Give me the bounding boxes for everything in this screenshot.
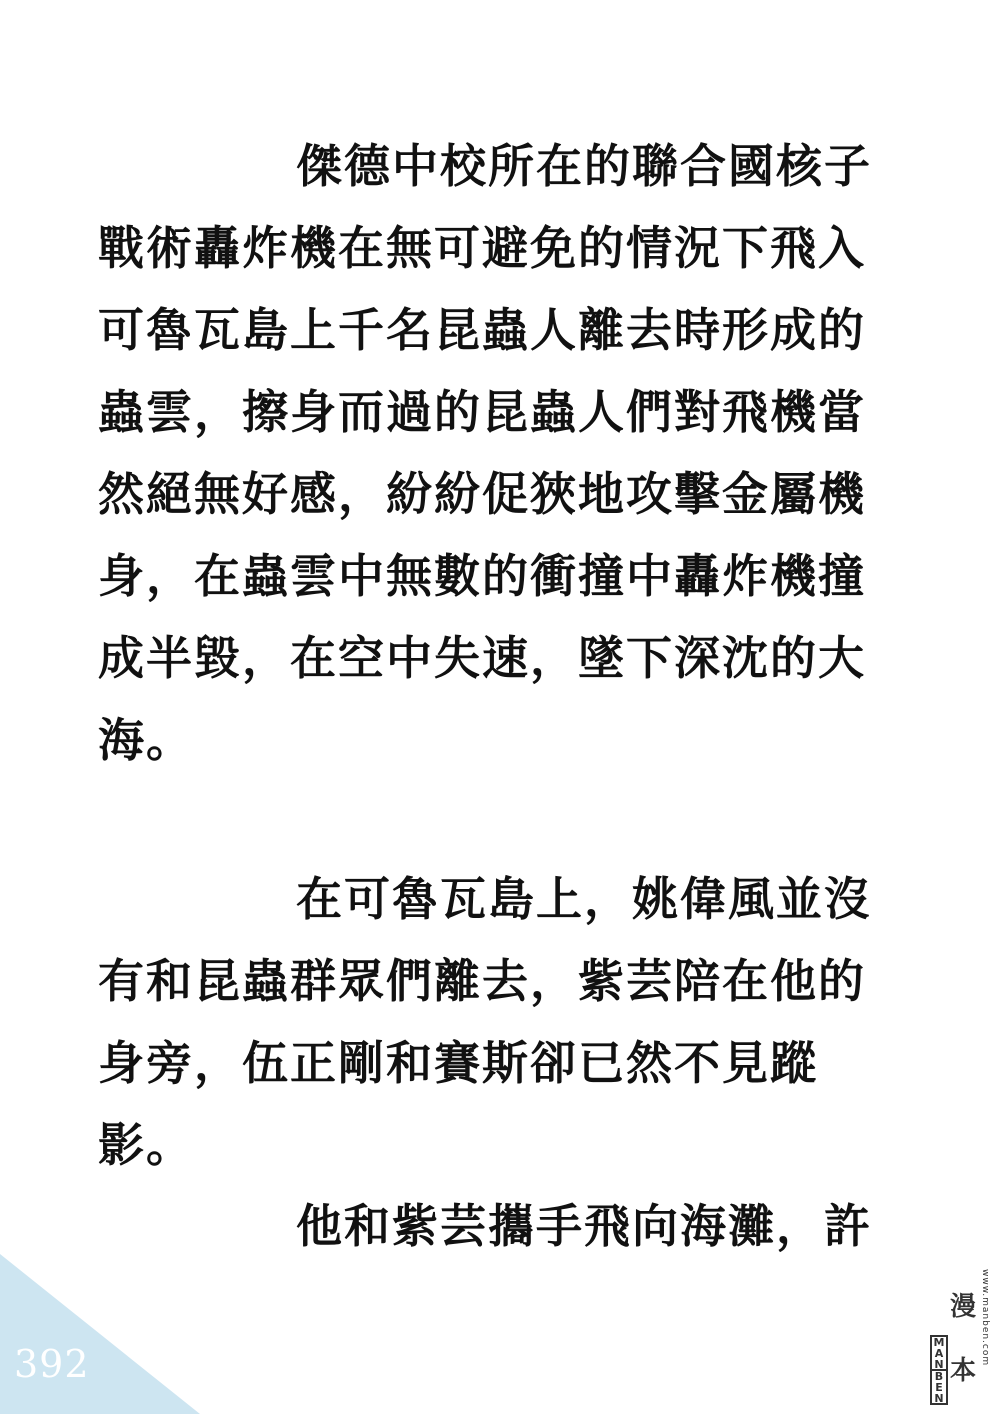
watermark-ben: BEN bbox=[930, 1369, 948, 1405]
text-line: 戰術轟炸機在無可避免的情況下飛入 bbox=[98, 221, 866, 275]
text-line: 影。 bbox=[98, 1118, 194, 1172]
text-line: 有和昆蟲群眾們離去，紫芸陪在他的 bbox=[98, 954, 866, 1008]
watermark-logo bbox=[930, 1265, 992, 1405]
watermark-url: www.manben.com bbox=[980, 1269, 990, 1367]
page-number: 392 bbox=[14, 1342, 90, 1386]
text-line: 可魯瓦島上千名昆蟲人離去時形成的 bbox=[98, 303, 866, 357]
watermark-man: MAN bbox=[930, 1335, 948, 1371]
corner-decoration bbox=[0, 1254, 200, 1414]
text-line: 身旁，伍正剛和賽斯卻已然不見蹤 bbox=[98, 1036, 818, 1090]
watermark-chinese: 漫本 bbox=[950, 1292, 977, 1386]
text-line: 海。 bbox=[98, 713, 194, 767]
paragraph-2 bbox=[98, 858, 898, 1186]
text-line: 成半毀，在空中失速，墜下深沈的大 bbox=[98, 631, 866, 685]
paragraph-1 bbox=[98, 125, 898, 781]
paragraph-3 bbox=[98, 1185, 898, 1267]
text-line: 然絕無好感，紛紛促狹地攻擊金屬機 bbox=[98, 467, 866, 521]
text-line: 傑德中校所在的聯合國核子 bbox=[296, 139, 872, 193]
text-line: 他和紫芸攜手飛向海灘，許 bbox=[296, 1199, 872, 1253]
text-line: 身，在蟲雲中無數的衝撞中轟炸機撞 bbox=[98, 549, 866, 603]
text-line: 蟲雲，擦身而過的昆蟲人們對飛機當 bbox=[98, 385, 866, 439]
text-line: 在可魯瓦島上，姚偉風並沒 bbox=[296, 872, 872, 926]
